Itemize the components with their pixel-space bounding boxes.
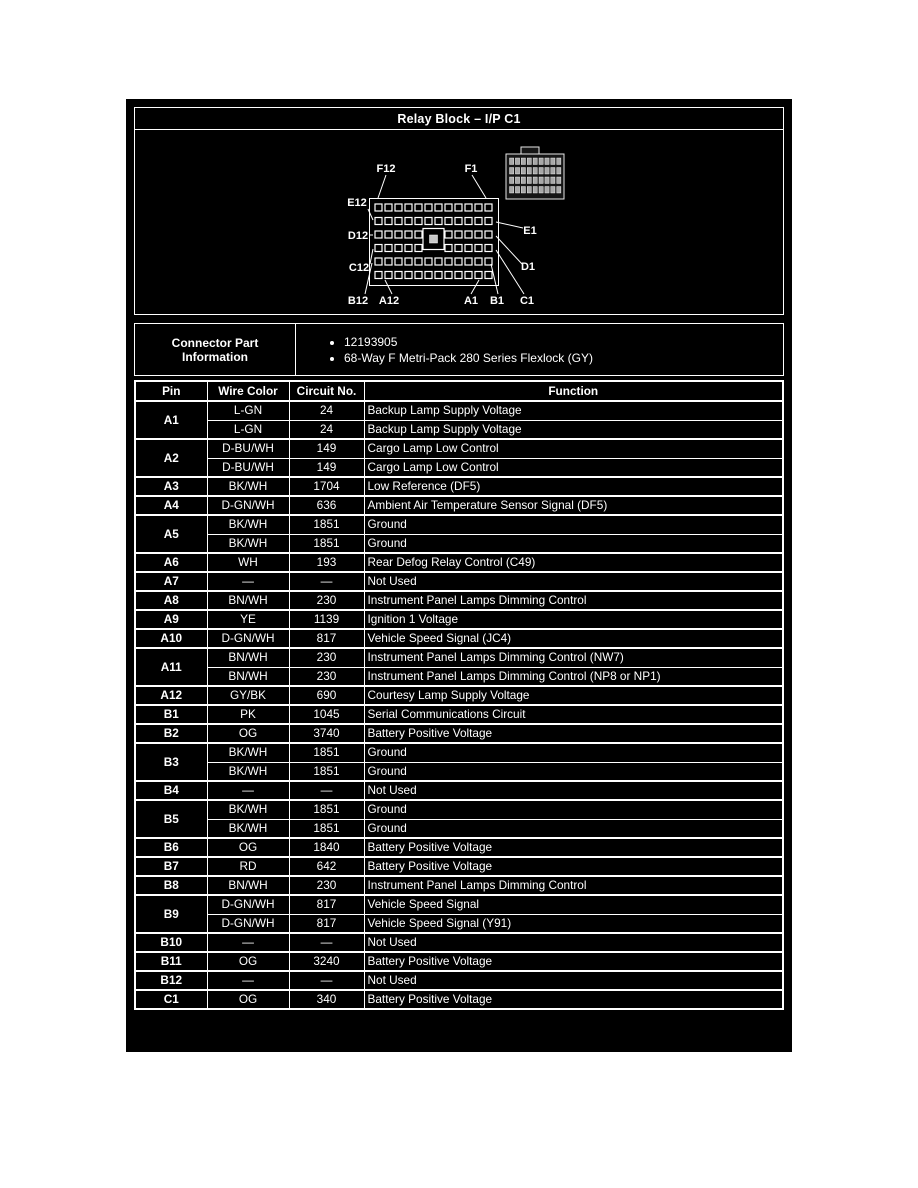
function-cell: Instrument Panel Lamps Dimming Control <box>364 876 783 895</box>
table-row <box>135 705 783 724</box>
wire-color-cell: BK/WH <box>207 800 289 819</box>
function-cell: Not Used <box>364 572 783 591</box>
pin-label-d12: D12 <box>347 230 369 242</box>
circuit-no-cell: 690 <box>289 686 364 705</box>
wire-color-header: Wire Color <box>207 381 289 401</box>
wire-color-cell: L-GN <box>207 401 289 420</box>
wire-color-cell: BN/WH <box>207 591 289 610</box>
table-row <box>135 667 783 686</box>
table-row <box>135 629 783 648</box>
circuit-no-cell: 1851 <box>289 762 364 781</box>
circuit-no-cell: — <box>289 933 364 952</box>
pin-cell: C1 <box>135 990 207 1009</box>
pin-label-f1: F1 <box>464 163 478 175</box>
pin-cell: B12 <box>135 971 207 990</box>
function-cell: Instrument Panel Lamps Dimming Control (NP8 or NP1) <box>364 667 783 686</box>
document-frame <box>125 98 793 1053</box>
table-row <box>135 743 783 762</box>
table-row <box>135 762 783 781</box>
pin-label-c1: C1 <box>519 295 535 307</box>
title-bar <box>135 108 783 130</box>
connector-part-information <box>134 323 784 376</box>
wire-color-cell: BN/WH <box>207 876 289 895</box>
function-cell: Battery Positive Voltage <box>364 990 783 1009</box>
circuit-no-cell: 1851 <box>289 800 364 819</box>
circuit-no-cell: 817 <box>289 629 364 648</box>
pin-label-b1: B1 <box>489 295 505 307</box>
function-cell: Vehicle Speed Signal (Y91) <box>364 914 783 933</box>
table-row <box>135 838 783 857</box>
circuit-no-cell: 1851 <box>289 819 364 838</box>
pin-cell: B5 <box>135 800 207 838</box>
table-row <box>135 800 783 819</box>
wire-color-cell: — <box>207 572 289 591</box>
circuit-no-cell: 230 <box>289 648 364 667</box>
pin-cell: A12 <box>135 686 207 705</box>
connector-description: • 68-Way F Metri-Pack 280 Series Flexlock (GY) <box>344 350 593 366</box>
table-row <box>135 439 783 458</box>
circuit-no-cell: 1704 <box>289 477 364 496</box>
function-cell: Ground <box>364 743 783 762</box>
pin-cell: A11 <box>135 648 207 686</box>
pin-label-b12: B12 <box>347 295 369 307</box>
wire-color-cell: D-GN/WH <box>207 914 289 933</box>
function-cell: Ambient Air Temperature Sensor Signal (DF5) <box>364 496 783 515</box>
circuit-no-cell: 817 <box>289 895 364 914</box>
pin-cell: A8 <box>135 591 207 610</box>
pin-cell: A2 <box>135 439 207 477</box>
circuit-no-cell: 24 <box>289 420 364 439</box>
wire-color-cell: BK/WH <box>207 819 289 838</box>
wire-color-cell: BK/WH <box>207 762 289 781</box>
wire-color-cell: D-GN/WH <box>207 895 289 914</box>
pin-label-a12: A12 <box>378 295 400 307</box>
function-cell: Not Used <box>364 933 783 952</box>
circuit-no-cell: 3740 <box>289 724 364 743</box>
function-cell: Ground <box>364 515 783 534</box>
table-row <box>135 876 783 895</box>
wire-color-cell: D-BU/WH <box>207 458 289 477</box>
pin-cell: A4 <box>135 496 207 515</box>
wire-color-cell: — <box>207 781 289 800</box>
circuit-no-cell: 1851 <box>289 534 364 553</box>
table-row <box>135 610 783 629</box>
circuit-no-cell: 230 <box>289 591 364 610</box>
circuit-no-cell: — <box>289 572 364 591</box>
pin-cell: A1 <box>135 401 207 439</box>
pin-cell: A3 <box>135 477 207 496</box>
function-cell: Cargo Lamp Low Control <box>364 439 783 458</box>
function-cell: Low Reference (DF5) <box>364 477 783 496</box>
pin-header: Pin <box>135 381 207 401</box>
table-row <box>135 990 783 1009</box>
circuit-no-cell: 340 <box>289 990 364 1009</box>
table-row <box>135 724 783 743</box>
circuit-no-cell: — <box>289 781 364 800</box>
pin-cell: B10 <box>135 933 207 952</box>
pin-cell: B6 <box>135 838 207 857</box>
table-row <box>135 496 783 515</box>
pin-table-body <box>135 401 783 1009</box>
circuit-no-cell: 24 <box>289 401 364 420</box>
wire-color-cell: OG <box>207 952 289 971</box>
function-cell: Backup Lamp Supply Voltage <box>364 420 783 439</box>
table-row <box>135 477 783 496</box>
pin-cell: B2 <box>135 724 207 743</box>
wire-color-cell: BK/WH <box>207 477 289 496</box>
table-row <box>135 971 783 990</box>
table-row <box>135 401 783 420</box>
wire-color-cell: — <box>207 933 289 952</box>
wire-color-cell: GY/BK <box>207 686 289 705</box>
function-cell: Vehicle Speed Signal (JC4) <box>364 629 783 648</box>
function-cell: Vehicle Speed Signal <box>364 895 783 914</box>
function-cell: Ground <box>364 762 783 781</box>
table-row <box>135 572 783 591</box>
circuit-no-header: Circuit No. <box>289 381 364 401</box>
part-info-list <box>330 334 593 366</box>
function-cell: Not Used <box>364 781 783 800</box>
function-cell: Battery Positive Voltage <box>364 952 783 971</box>
pin-label-e1: E1 <box>523 225 537 237</box>
pin-cell: B8 <box>135 876 207 895</box>
circuit-no-cell: 1139 <box>289 610 364 629</box>
function-cell: Not Used <box>364 971 783 990</box>
function-cell: Rear Defog Relay Control (C49) <box>364 553 783 572</box>
wire-color-cell: PK <box>207 705 289 724</box>
pin-cell: B1 <box>135 705 207 724</box>
wire-color-cell: BN/WH <box>207 648 289 667</box>
function-cell: Ground <box>364 819 783 838</box>
circuit-no-cell: 1851 <box>289 743 364 762</box>
table-row <box>135 420 783 439</box>
table-row <box>135 895 783 914</box>
pin-cell: A5 <box>135 515 207 553</box>
wire-color-cell: OG <box>207 990 289 1009</box>
table-row <box>135 648 783 667</box>
circuit-no-cell: 636 <box>289 496 364 515</box>
part-info-label: Connector Part Information <box>135 324 296 375</box>
connector-illustration-icon <box>506 147 564 199</box>
function-cell: Instrument Panel Lamps Dimming Control <box>364 591 783 610</box>
wire-color-cell: D-GN/WH <box>207 496 289 515</box>
circuit-no-cell: 149 <box>289 458 364 477</box>
circuit-no-cell: 817 <box>289 914 364 933</box>
function-cell: Battery Positive Voltage <box>364 724 783 743</box>
circuit-no-cell: 149 <box>289 439 364 458</box>
wire-color-cell: L-GN <box>207 420 289 439</box>
circuit-no-cell: 1045 <box>289 705 364 724</box>
table-row <box>135 819 783 838</box>
table-header-row <box>135 381 783 401</box>
pin-cell: A9 <box>135 610 207 629</box>
connector-diagram <box>135 130 783 314</box>
pin-cell: B3 <box>135 743 207 781</box>
circuit-no-cell: 230 <box>289 667 364 686</box>
pin-cell: A10 <box>135 629 207 648</box>
pin-cell: B7 <box>135 857 207 876</box>
function-header: Function <box>364 381 783 401</box>
function-cell: Battery Positive Voltage <box>364 857 783 876</box>
function-cell: Courtesy Lamp Supply Voltage <box>364 686 783 705</box>
pin-label-d1: D1 <box>520 261 536 273</box>
table-row <box>135 952 783 971</box>
pin-label-e12: E12 <box>347 197 367 209</box>
function-cell: Ground <box>364 800 783 819</box>
function-cell: Battery Positive Voltage <box>364 838 783 857</box>
wire-color-cell: — <box>207 971 289 990</box>
wire-color-cell: BK/WH <box>207 534 289 553</box>
table-row <box>135 591 783 610</box>
wire-color-cell: BK/WH <box>207 743 289 762</box>
wire-color-cell: OG <box>207 724 289 743</box>
function-cell: Serial Communications Circuit <box>364 705 783 724</box>
circuit-no-cell: 642 <box>289 857 364 876</box>
table-row <box>135 458 783 477</box>
pin-cell: B4 <box>135 781 207 800</box>
wire-color-cell: WH <box>207 553 289 572</box>
wire-color-cell: OG <box>207 838 289 857</box>
wire-color-cell: BK/WH <box>207 515 289 534</box>
table-row <box>135 933 783 952</box>
part-number: • 12193905 <box>344 334 593 350</box>
circuit-no-cell: — <box>289 971 364 990</box>
function-cell: Ground <box>364 534 783 553</box>
function-cell: Instrument Panel Lamps Dimming Control (NW7) <box>364 648 783 667</box>
pin-table <box>134 380 784 1010</box>
wire-color-cell: YE <box>207 610 289 629</box>
part-info-body <box>296 324 783 375</box>
keyway <box>423 229 444 250</box>
circuit-no-cell: 193 <box>289 553 364 572</box>
pin-cell: B11 <box>135 952 207 971</box>
wire-color-cell: RD <box>207 857 289 876</box>
pin-label-f12: F12 <box>376 163 396 175</box>
table-row <box>135 914 783 933</box>
table-row <box>135 686 783 705</box>
connector-pin-diagram <box>135 130 785 314</box>
table-row <box>135 515 783 534</box>
circuit-no-cell: 3240 <box>289 952 364 971</box>
page-title: Relay Block – I/P C1 <box>397 111 521 126</box>
pin-label-a1: A1 <box>463 295 479 307</box>
function-cell: Ignition 1 Voltage <box>364 610 783 629</box>
pin-label-c12: C12 <box>348 262 370 274</box>
pin-cell: B9 <box>135 895 207 933</box>
pin-cell: A7 <box>135 572 207 591</box>
circuit-no-cell: 230 <box>289 876 364 895</box>
function-cell: Backup Lamp Supply Voltage <box>364 401 783 420</box>
circuit-no-cell: 1851 <box>289 515 364 534</box>
wire-color-cell: D-GN/WH <box>207 629 289 648</box>
table-row <box>135 781 783 800</box>
table-row <box>135 857 783 876</box>
pin-cell: A6 <box>135 553 207 572</box>
wire-color-cell: BN/WH <box>207 667 289 686</box>
circuit-no-cell: 1840 <box>289 838 364 857</box>
wire-color-cell: D-BU/WH <box>207 439 289 458</box>
table-row <box>135 534 783 553</box>
table-row <box>135 553 783 572</box>
function-cell: Cargo Lamp Low Control <box>364 458 783 477</box>
header-and-diagram-box <box>134 107 784 315</box>
